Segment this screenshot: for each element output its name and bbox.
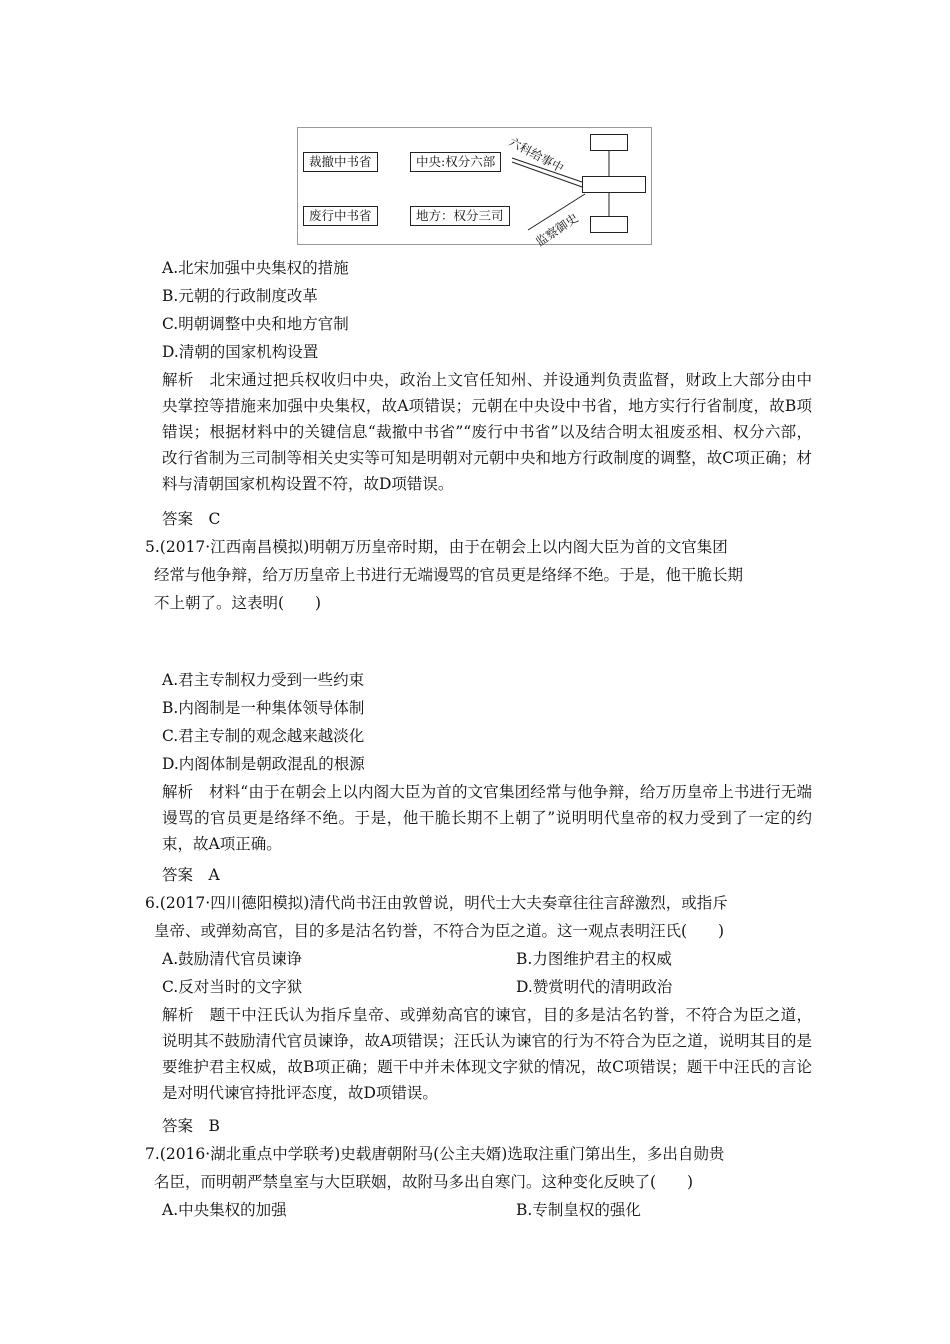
q6-option-c: C.反对当时的文字狱 xyxy=(162,978,303,996)
q4-option-d: D.清朝的国家机构设置 xyxy=(162,343,319,361)
diagram-box-local: 地方：权分三司 xyxy=(410,206,510,226)
diagram-small-box-middle xyxy=(582,176,646,193)
q4-analysis: 解析 北宋通过把兵权收归中央，政治上文官任知州、并设通判负责监督，财政上大部分由中央掌控等措施来加强中央集权，故A项错误；元朝在中央设中书省，地方实行行省制度，故B项错误；根据材料中的关键信息“裁撤中书省”“废行中书省”以及结合明太祖废丞相、权分六部，改行省制为三司制等相关史实等可知是明朝对元朝中央和地方行政制度的调整，故C项正确；材料与清朝国家机构设置不符，故D项错误。 xyxy=(162,371,812,493)
q7-option-b: B.专制皇权的强化 xyxy=(516,1201,641,1219)
diagram-box-central: 中央:权分六部 xyxy=(410,152,501,172)
q5-option-c: C.君主专制的观念越来越淡化 xyxy=(162,727,365,745)
structure-diagram xyxy=(297,127,652,250)
q5-answer: 答案 A xyxy=(162,866,220,884)
diagram-small-box-bottom xyxy=(590,216,628,233)
q6-option-d: D.赞赏明代的清明政治 xyxy=(516,978,673,996)
q4-option-c: C.明朝调整中央和地方官制 xyxy=(162,315,349,333)
q6-stem-line-2: 皇帝、或弹劾高官，目的多是沽名钓誉，不符合为臣之道。这一观点表明汪氏( ) xyxy=(154,922,725,940)
q4-option-a: A.北宋加强中央集权的措施 xyxy=(162,259,349,277)
diagram-label-upper: 六科给事中 xyxy=(506,134,567,176)
q5-stem-line-3: 不上朝了。这表明( ) xyxy=(154,594,322,612)
q7-stem-line-2: 名臣，而明朝严禁皇室与大臣联姻，故附马多出自寒门。这种变化反映了( ) xyxy=(154,1173,694,1191)
q6-analysis: 解析 题干中汪氏认为指斥皇帝、或弹劾高官的谏官，目的多是沽名钓誉，不符合为臣之道，说明其不鼓励清代官员谏诤，故A项错误；汪氏认为谏官的行为不符合为臣之道，说明其目的是要维护君主权威，故B项正确；题干中并未体现文字狱的情况，故C项错误；题干中汪氏的言论是对明代谏官持批评态度，故D项错误。 xyxy=(162,1006,812,1102)
q4-option-b: B.元朝的行政制度改革 xyxy=(162,287,318,305)
diagram-label-lower: 监察御史 xyxy=(533,210,581,250)
q6-option-b: B.力图维护君主的权威 xyxy=(516,950,672,968)
q5-option-a: A.君主专制权力受到一些约束 xyxy=(162,671,365,689)
q5-stem-line-2: 经常与他争辩，给万历皇帝上书进行无端谩骂的官员更是络绎不绝。于是，他干脆长期 xyxy=(154,566,744,584)
q5-option-d: D.内阁体制是朝政混乱的根源 xyxy=(162,755,365,773)
q5-option-b: B.内阁制是一种集体领导体制 xyxy=(162,699,365,717)
diagram-box-abolish: 裁撤中书省 xyxy=(303,152,378,172)
q6-stem-line-1: 6.(2017·四川德阳模拟)清代尚书汪由敦曾说，明代士大夫奏章往往言辞激烈，或指斥 xyxy=(145,894,728,912)
q4-answer: 答案 C xyxy=(162,510,221,528)
q5-analysis: 解析 材料“由于在朝会上以内阁大臣为首的文官集团经常与他争辩，给万历皇帝上书进行无端谩骂的官员更是络绎不绝。于是，他干脆长期不上朝了”说明明代皇帝的权力受到了一定的约束，故A项正确。 xyxy=(162,783,812,853)
diagram-small-box-top xyxy=(590,134,628,151)
diagram-box-abolish-province: 废行中书省 xyxy=(303,206,378,226)
q7-option-a: A.中央集权的加强 xyxy=(162,1201,287,1219)
q6-option-a: A.鼓励清代官员谏诤 xyxy=(162,950,303,968)
q5-stem-line-1: 5.(2017·江西南昌模拟)明朝万历皇帝时期，由于在朝会上以内阁大臣为首的文官集团 xyxy=(145,538,728,556)
q7-stem-line-1: 7.(2016·湖北重点中学联考)史载唐朝附马(公主夫婿)选取注重门第出生，多出自勋贵 xyxy=(145,1145,725,1163)
q6-answer: 答案 B xyxy=(162,1117,220,1135)
